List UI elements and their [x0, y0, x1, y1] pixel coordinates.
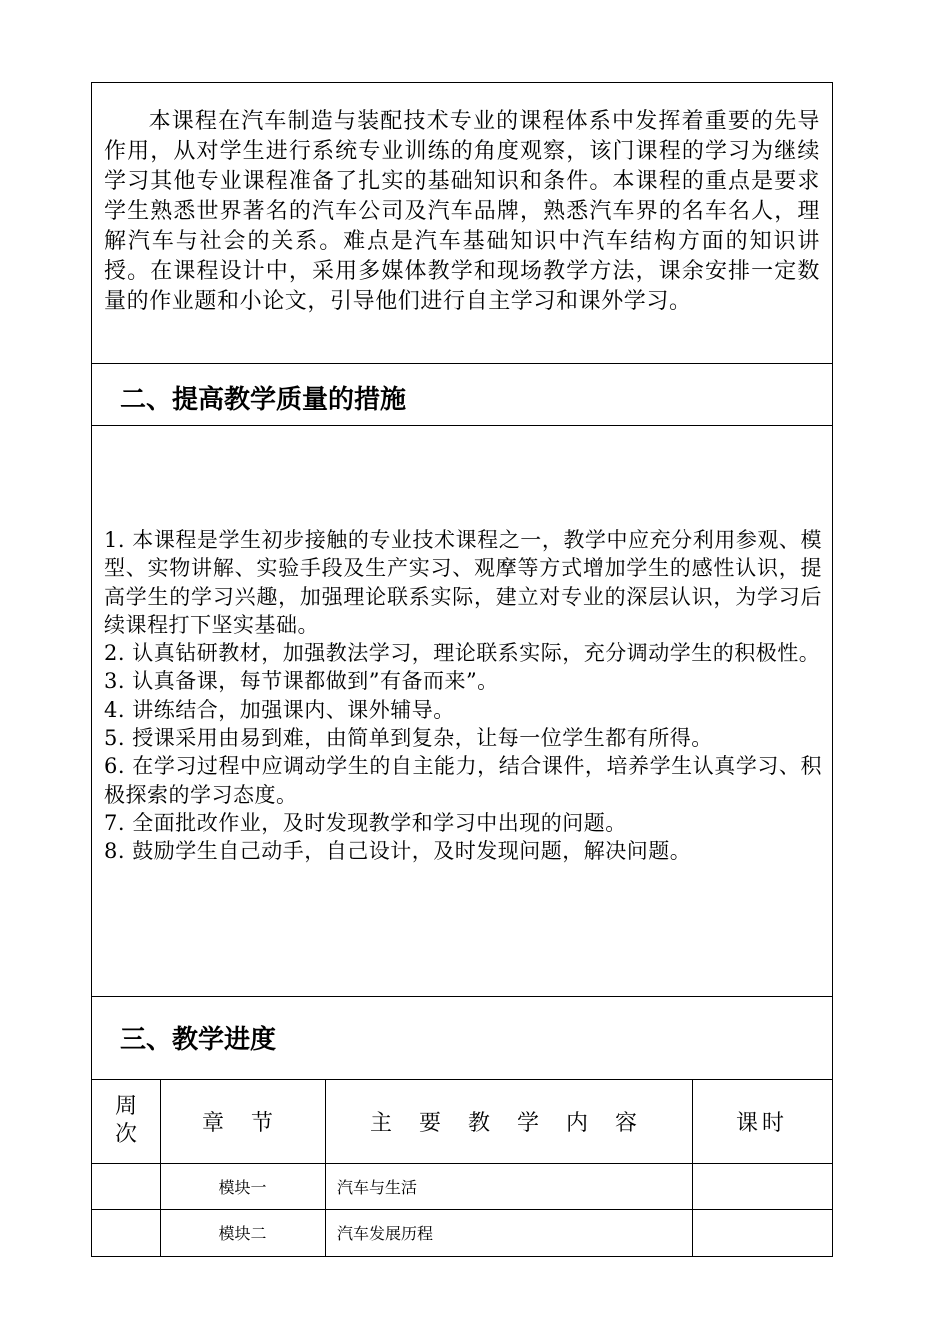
- cell-hours: [692, 1163, 832, 1209]
- list-item: 4. 讲练结合，加强课内、课外辅导。: [104, 697, 455, 722]
- intro-text: 本课程在汽车制造与装配技术专业的课程体系中发挥着重要的先导作用，从对学生进行系统专业训练的角度观察，该门课程的学习为继续学习其他专业课程准备了扎实的基础知识和条件。本课程的重点是要求学生熟悉世界著名的汽车公司及汽车品牌，熟悉汽车界的名车名人，理解汽车与社会的关系。难点是汽车基础知识中汽车结构方面的知识讲授。在课程设计中，采用多媒体教学和现场教学方法，课余安排一定数量的作业题和小论文，引导他们进行自主学习和课外学习。: [104, 109, 820, 314]
- column-header-week: 周次: [114, 1094, 137, 1147]
- measures-list: [104, 526, 822, 866]
- list-item: 3. 认真备课，每节课都做到”有备而来”。: [104, 669, 499, 694]
- column-header-hours: 课时: [735, 1110, 788, 1136]
- list-item: 8. 鼓励学生自己动手，自己设计，及时发现问题，解决问题。: [104, 839, 692, 864]
- cell-chapter: 模块一: [218, 1177, 267, 1197]
- cell-chapter: 模块二: [218, 1223, 267, 1243]
- cell-week: [92, 1163, 160, 1209]
- list-item: 7. 全面批改作业，及时发现教学和学习中出现的问题。: [104, 810, 627, 835]
- intro-paragraph: [104, 107, 820, 317]
- divider: [92, 363, 832, 364]
- list-item: 5. 授课采用由易到难，由简单到复杂，让每一位学生都有所得。: [104, 726, 713, 751]
- column-header-chapter: 章 节: [202, 1110, 283, 1136]
- list-item: 2. 认真钻研教材，加强教法学习，理论联系实际，充分调动学生的积极性。: [104, 641, 821, 666]
- divider: [92, 996, 832, 997]
- document-table: [91, 82, 833, 1257]
- list-item: 6. 在学习过程中应调动学生的自主能力，结合课件，培养学生认真学习、积极探索的学习态度。: [104, 754, 822, 807]
- cell-content: 汽车发展历程: [337, 1223, 434, 1243]
- section-2-heading: 二、提高教学质量的措施: [120, 385, 407, 415]
- column-header-content: 主 要 教 学 内 容: [370, 1110, 647, 1136]
- cell-week: [92, 1209, 160, 1255]
- section-3-heading: 三、教学进度: [120, 1025, 277, 1055]
- divider: [92, 425, 832, 426]
- cell-content: 汽车与生活: [337, 1177, 418, 1197]
- list-item: 1. 本课程是学生初步接触的专业技术课程之一，教学中应充分利用参观、模型、实物讲解、实验手段及生产实习、观摩等方式增加学生的感性认识，提高学生的学习兴趣，加强理论联系实际，建立对专业的深层认识，为学习后续课程打下坚实基础。: [104, 528, 822, 637]
- cell-hours: [692, 1209, 832, 1255]
